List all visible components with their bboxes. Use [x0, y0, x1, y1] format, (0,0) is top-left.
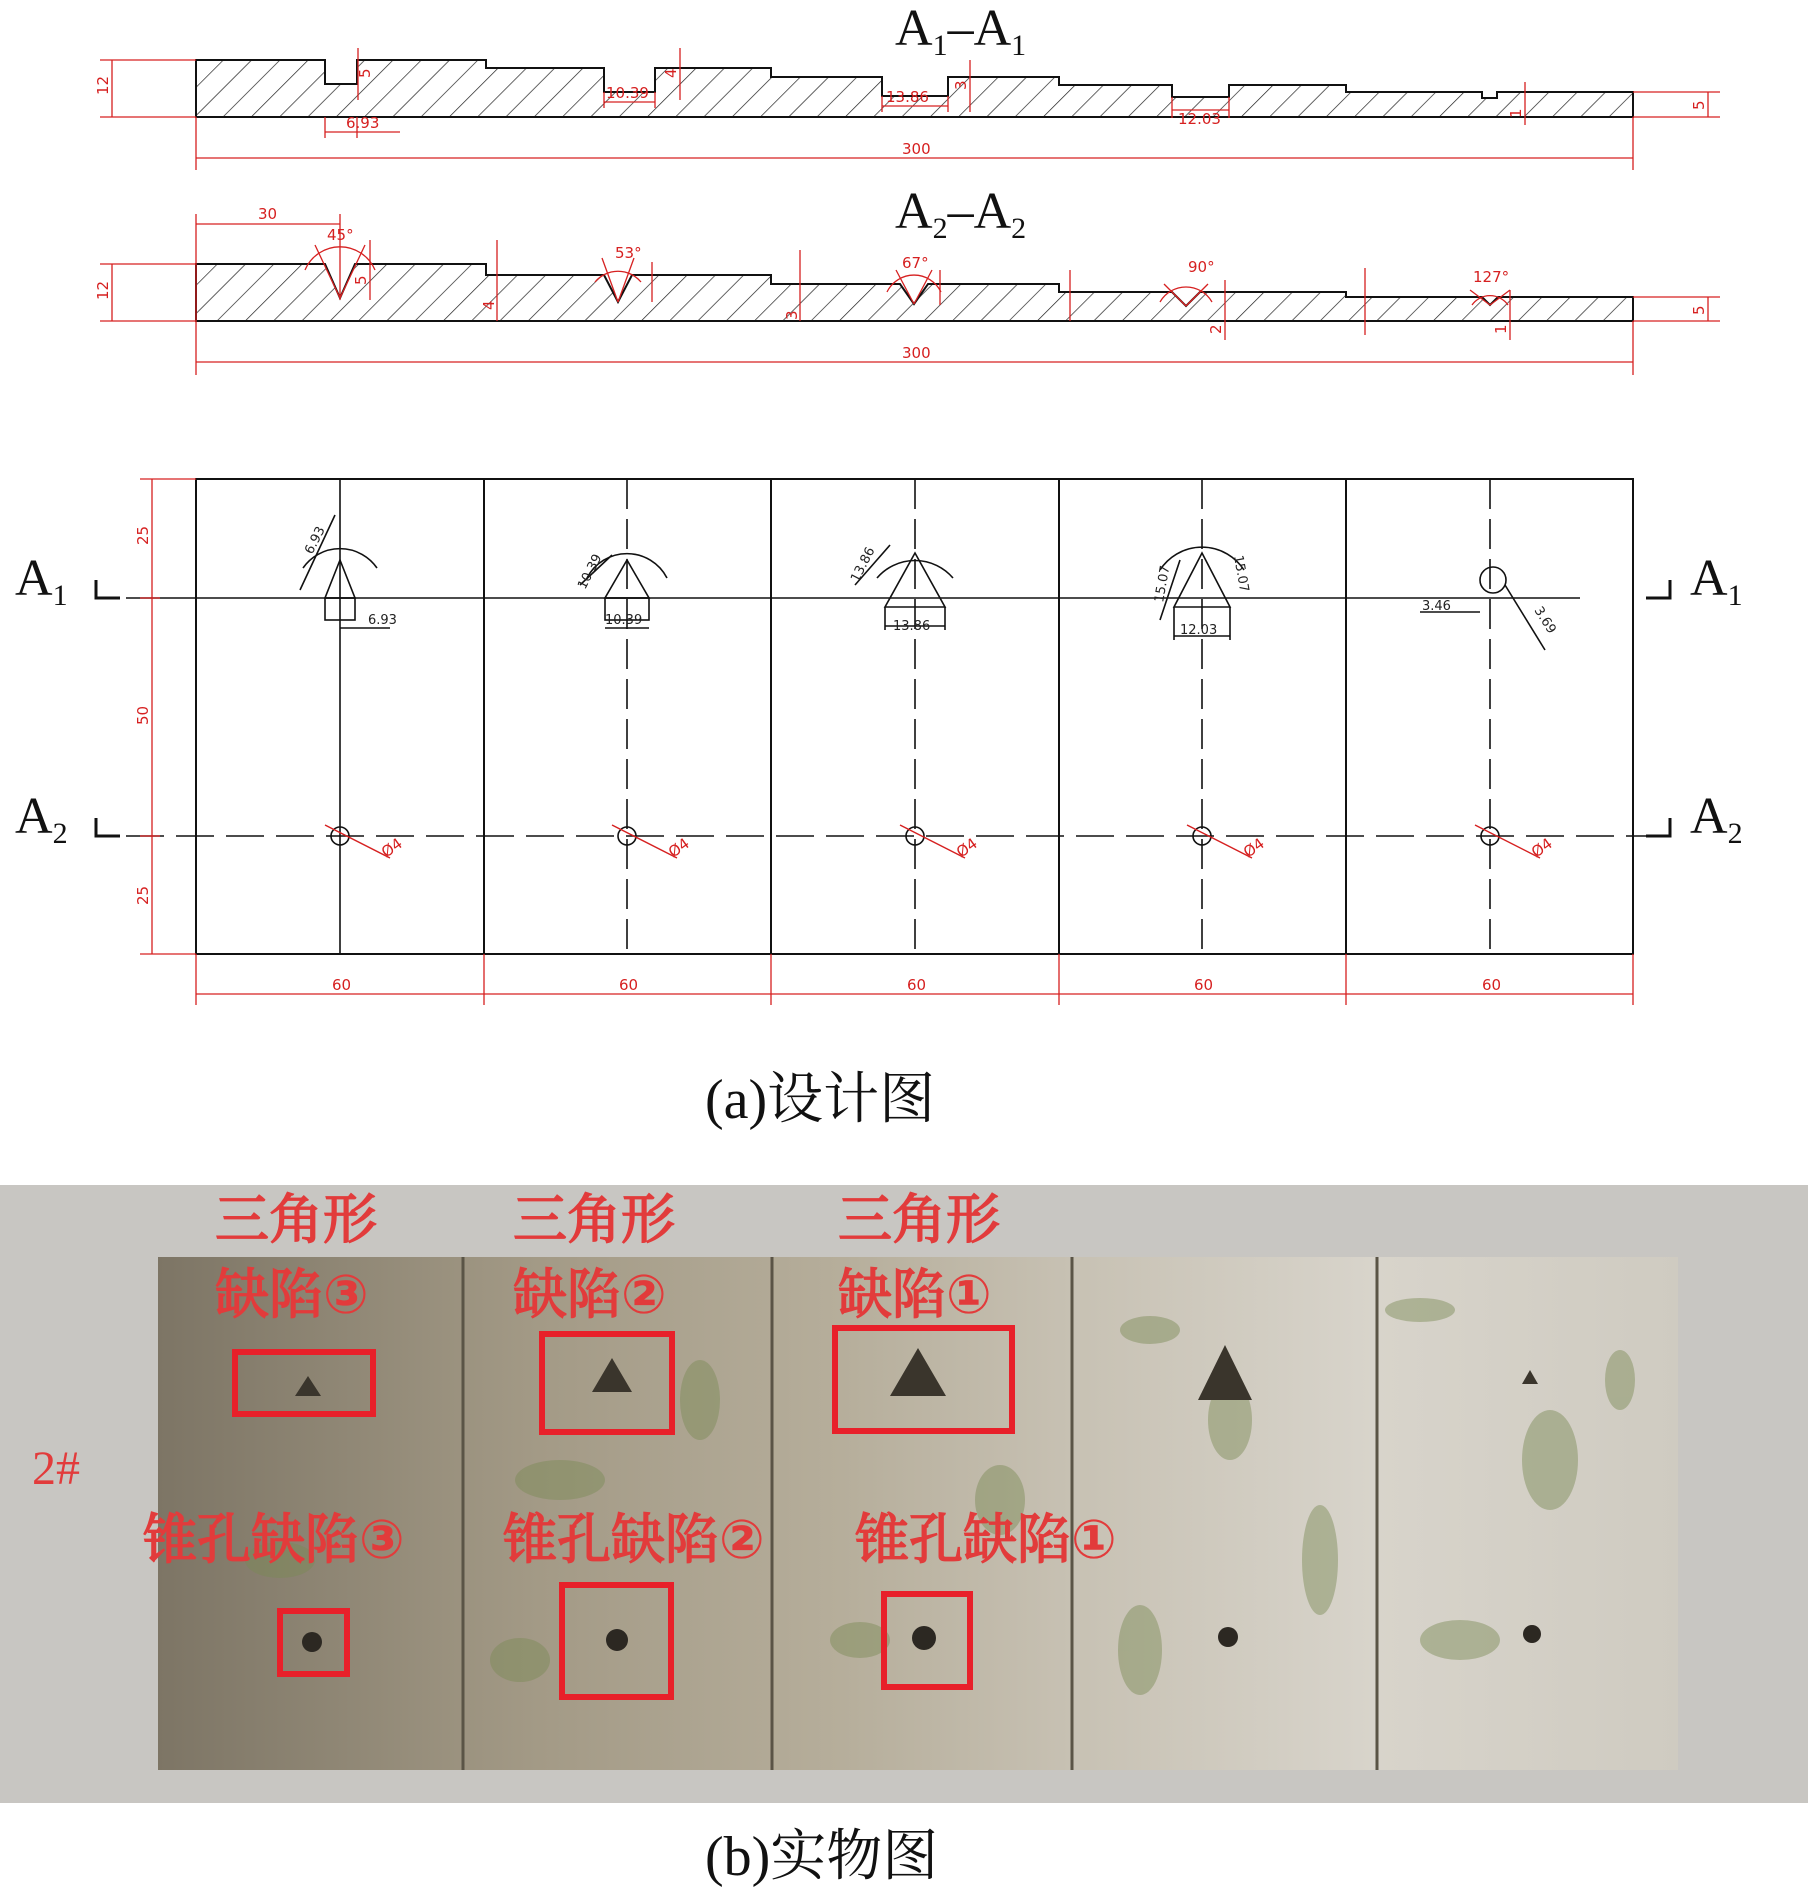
a1-dim-height-12: 12: [94, 75, 112, 95]
label-tri-3-line2: 缺陷③: [215, 1263, 369, 1326]
caption-a: (a)设计图: [705, 1069, 936, 1131]
specimen-label: 2#: [32, 1442, 80, 1495]
a1-dim-d5: 1: [1507, 108, 1525, 118]
label-cone-1: 锥孔缺陷①: [855, 1508, 1117, 1571]
cone-hole-5: [1523, 1625, 1541, 1643]
a2-angle-1: 45°: [327, 226, 354, 244]
a2-dim-offset-30: 30: [258, 205, 278, 223]
a2-dim-height-12: 12: [94, 280, 112, 300]
cone-hole-1: [912, 1626, 936, 1650]
plan-dim-w2: 60: [619, 976, 639, 994]
label-cone-2: 锥孔缺陷②: [503, 1508, 765, 1571]
a1-dim-d3: 3: [952, 80, 970, 90]
hole-dia-1: Ø4: [377, 834, 406, 862]
plan-centerlines: [126, 479, 1670, 954]
a1-dim-d2: 4: [662, 68, 680, 78]
section-a2-profile: [196, 264, 1633, 321]
section-a2-title: A2–A2: [895, 183, 1027, 245]
plan-dim-h1: 25: [134, 525, 152, 545]
hole-dia-3: Ø4: [952, 834, 981, 862]
marker-a1-left: A1: [15, 550, 68, 612]
cone-hole-3: [302, 1632, 322, 1652]
plan-hole-leaders: [325, 825, 1540, 858]
a1-dim-w3: 13.86: [886, 88, 929, 106]
hole-dia-2: Ø4: [664, 834, 693, 862]
label-tri-1-line1: 三角形: [838, 1188, 1000, 1251]
plan-tri1-side: 6.93: [302, 524, 329, 557]
plan-tri3-side: 13.86: [848, 544, 879, 585]
marker-a1-right: A1: [1690, 550, 1743, 612]
label-cone-3: 锥孔缺陷③: [143, 1508, 405, 1571]
a1-dim-w4: 12.03: [1178, 110, 1221, 128]
marker-a2-left: A2: [15, 788, 68, 850]
cone-hole-2: [606, 1629, 628, 1651]
a2-dim-d4: 2: [1207, 324, 1225, 334]
a1-dim-height-5: 5: [1690, 100, 1708, 110]
plan-tri4-base: 12.03: [1180, 623, 1218, 638]
label-tri-3-line1: 三角形: [215, 1188, 377, 1251]
cone-hole-4: [1218, 1627, 1238, 1647]
section-a1-title: A1–A1: [895, 0, 1027, 62]
a2-dim-d5: 1: [1492, 324, 1510, 334]
plan-dims: [140, 479, 1633, 1005]
plan-dim-w3: 60: [907, 976, 927, 994]
a2-angle-2: 53°: [615, 244, 642, 262]
specimen-photo: [0, 1185, 1808, 1803]
a2-angle-4: 90°: [1188, 258, 1215, 276]
label-tri-1-line2: 缺陷①: [838, 1263, 992, 1326]
plan-tri5-left: 3.46: [1422, 599, 1451, 614]
a1-dim-length: 300: [902, 140, 931, 158]
plan-dim-h3: 25: [134, 885, 152, 905]
plan-tri4-side-left: 15.07: [1152, 564, 1174, 604]
plan-tri3-base: 13.86: [893, 619, 931, 634]
plan-dim-h2: 50: [134, 705, 152, 725]
section-marker-brackets: [96, 580, 1670, 836]
plan-dim-w4: 60: [1194, 976, 1214, 994]
a1-dim-w2: 10.39: [606, 84, 649, 102]
label-tri-2-line2: 缺陷②: [513, 1263, 667, 1326]
plan-view: [15, 479, 1743, 1005]
plan-tri2-base: 10.39: [605, 613, 643, 628]
label-tri-2-line1: 三角形: [513, 1188, 675, 1251]
hole-dia-5: Ø4: [1527, 834, 1556, 862]
hole-dia-4: Ø4: [1239, 834, 1268, 862]
a1-dim-w1: 6.93: [346, 114, 380, 132]
a2-dim-d1: 5: [352, 275, 370, 285]
section-a2: [94, 183, 1720, 375]
a2-angle-3: 67°: [902, 254, 929, 272]
a2-angle-5: 127°: [1473, 268, 1510, 286]
plan-dim-w1: 60: [332, 976, 352, 994]
a2-dim-d2: 4: [480, 300, 498, 310]
plan-dim-w5: 60: [1482, 976, 1502, 994]
a2-dim-length: 300: [902, 344, 931, 362]
plan-tri1-base: 6.93: [368, 613, 397, 628]
plan-tri5-right: 3.69: [1530, 604, 1559, 637]
caption-b: (b)实物图: [705, 1826, 939, 1888]
plan-tri4-side-right: 15.07: [1230, 554, 1252, 594]
a2-dim-height-5: 5: [1690, 305, 1708, 315]
a1-dim-d1: 5: [356, 68, 374, 78]
plan-tri2-side: 10.39: [575, 551, 606, 592]
section-a1: [94, 0, 1720, 170]
marker-a2-right: A2: [1690, 788, 1743, 850]
a2-dim-d3: 3: [783, 310, 801, 320]
